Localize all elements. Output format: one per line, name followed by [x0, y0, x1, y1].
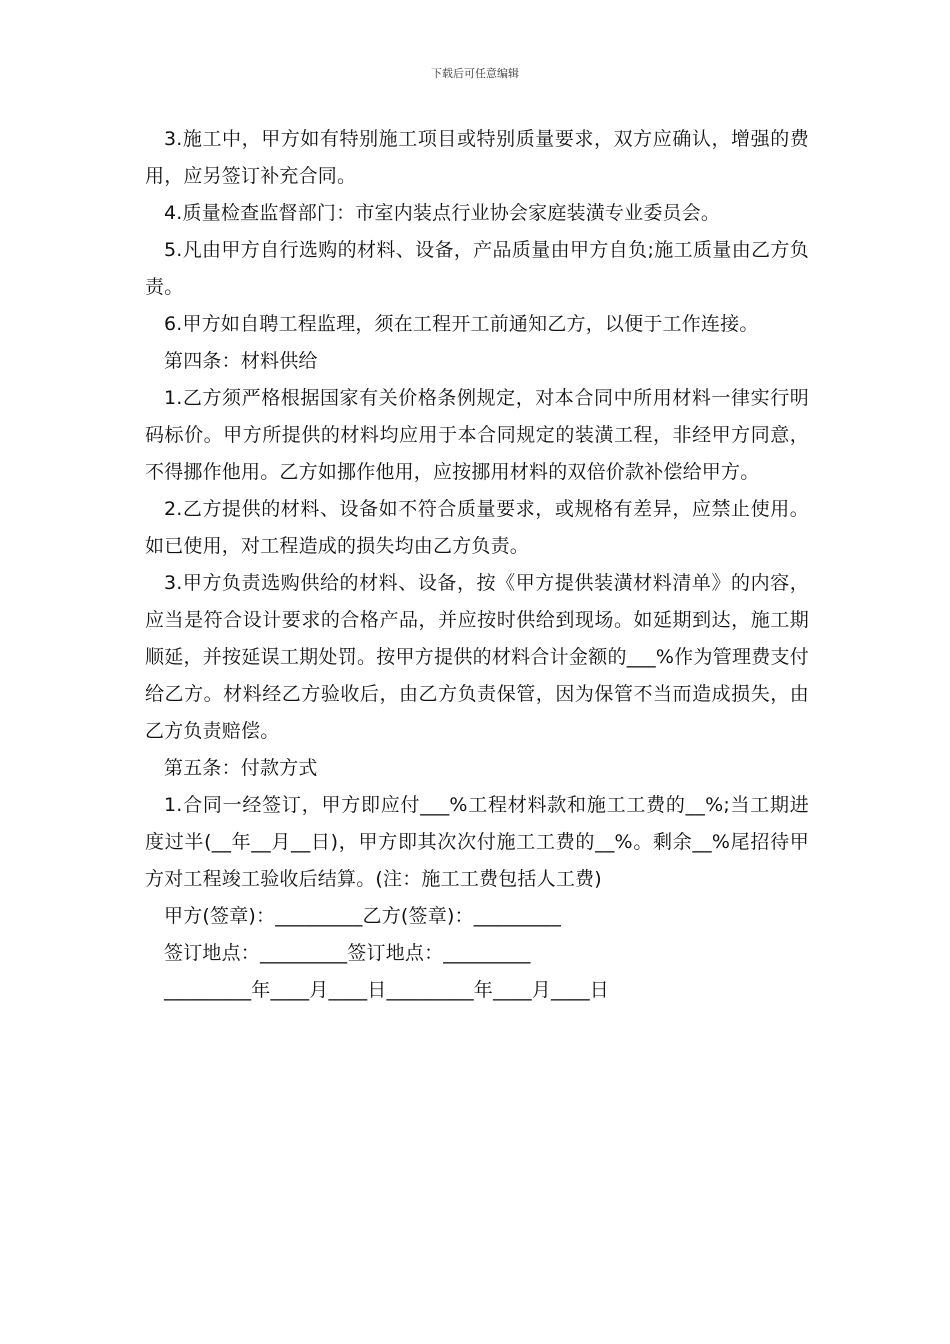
clause-5-material-quality: 5.凡由甲方自行选购的材料、设备，产品质量由甲方自负;施工质量由乙方负责。 — [145, 239, 809, 298]
article-5-item-1: 1.合同一经签订，甲方即应付___%工程材料款和施工工费的__%;当工期进度过半(__年__月__日)，甲方即其次次付施工工费的__%。剩余__%尾招待甲方对工程竣工验收后结算。(注：施工工费包括人工费) — [145, 794, 809, 890]
signature-date-row: _________年____月____日_________年____月____日 — [164, 979, 610, 1001]
signature-party-row: 甲方(签章)：_________乙方(签章)：_________ — [164, 905, 562, 927]
article-4-heading: 第四条：材料供给 — [164, 350, 318, 372]
clause-3-construction-changes: 3.施工中，甲方如有特别施工项目或特别质量要求，双方应确认，增强的费用，应另签订补充合同。 — [145, 128, 809, 187]
article-4-item-2: 2.乙方提供的材料、设备如不符合质量要求，或规格有差异，应禁止使用。如已使用，对工程造成的损失均由乙方负责。 — [145, 498, 809, 557]
article-4-item-3: 3.甲方负责选购供给的材料、设备，按《甲方提供装潢材料清单》的内容，应当是符合设计要求的合格产品，并应按时供给到现场。如延期到达，施工期顺延，并按延误工期处罚。按甲方提供的材料合计金额的___%作为管理费支付给乙方。材料经乙方验收后，由乙方负责保管，因为保管不当而造成损失，由乙方负责赔偿。 — [145, 572, 809, 742]
article-5-heading: 第五条：付款方式 — [164, 757, 318, 779]
clause-6-supervisor: 6.甲方如自聘工程监理，须在工程开工前通知乙方，以便于工作连接。 — [164, 313, 759, 335]
clause-4-quality-inspection: 4.质量检查监督部门：市室内装点行业协会家庭装潢专业委员会。 — [164, 202, 721, 224]
contract-body — [145, 121, 809, 1009]
signature-place-row: 签订地点：_________签订地点：_________ — [164, 942, 531, 964]
article-4-item-1: 1.乙方须严格根据国家有关价格条例规定，对本合同中所用材料一律实行明码标价。甲方所提供的材料均应用于本合同规定的装潢工程，非经甲方同意，不得挪作他用。乙方如挪作他用，应按挪用材料的双倍价款补偿给甲方。 — [145, 387, 809, 483]
page-header: 下载后可任意编辑 — [431, 67, 519, 80]
